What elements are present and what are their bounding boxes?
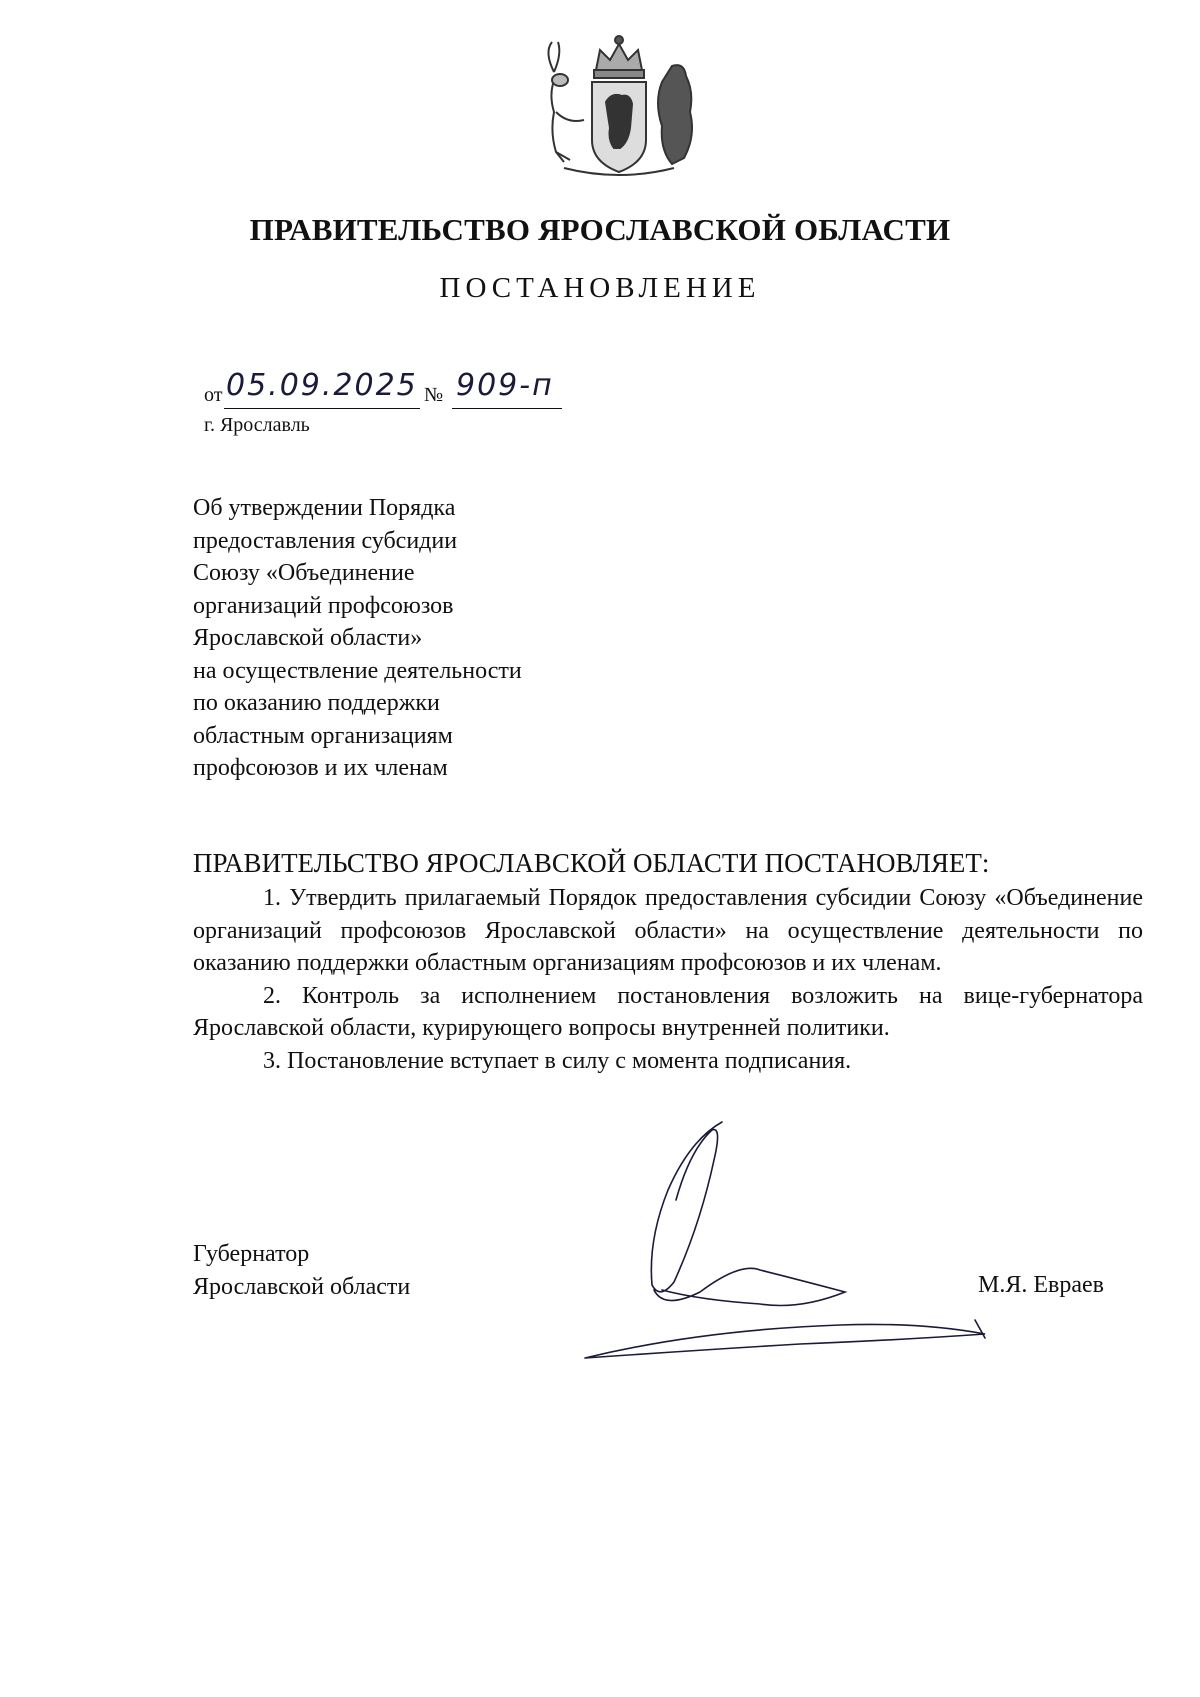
subject-line: Об утверждении Порядка — [193, 495, 456, 521]
subject-line: профсоюзов и их членам — [193, 755, 448, 781]
date-prefix: от — [204, 384, 223, 406]
subject-line: по оказанию поддержки — [193, 690, 440, 716]
resolution-paragraph: 2. Контроль за исполнением постановления возложить на вице-губернатора Ярославской области, курирующего вопросы внутренней политики. — [193, 982, 1143, 1041]
city: г. Ярославль — [204, 414, 310, 436]
resolution-heading: ПРАВИТЕЛЬСТВО ЯРОСЛАВСКОЙ ОБЛАСТИ ПОСТАНОВЛЯЕТ: — [193, 848, 990, 878]
signatory-position-line: Губернатор — [193, 1241, 310, 1267]
coat-of-arms-icon — [534, 32, 704, 182]
date-number-line — [204, 368, 624, 416]
subject-line: Союзу «Объединение — [193, 560, 415, 586]
date-value: 05.09.2025 — [226, 368, 418, 403]
document-type: ПОСТАНОВЛЕНИЕ — [439, 272, 761, 304]
subject-line: на осуществление деятельности — [193, 657, 522, 684]
number-value: 909-п — [456, 368, 554, 403]
subject-line: предоставления субсидии — [193, 527, 458, 554]
subject-line: областным организациям — [193, 722, 453, 749]
subject-block — [193, 492, 653, 785]
date-underline — [224, 408, 420, 409]
signatory-name: М.Я. Евраев — [978, 1272, 1104, 1298]
resolution-paragraph: 1. Утвердить прилагаемый Порядок предоставления субсидии Союзу «Объединение организаций профсоюзов Ярославской области» на осуществление деятельности по оказанию поддержки областным организациям профсоюзов и их членам. — [193, 885, 1143, 976]
subject-line: Ярославской области» — [193, 625, 423, 651]
government-title: ПРАВИТЕЛЬСТВО ЯРОСЛАВСКОЙ ОБЛАСТИ — [249, 212, 951, 247]
signatory-position — [193, 1238, 410, 1303]
subject-line: организаций профсоюзов — [193, 592, 454, 619]
signatory-position-line: Ярославской области — [193, 1273, 411, 1300]
resolution-paragraph: 3. Постановление вступает в силу с момента подписания. — [263, 1047, 852, 1074]
number-underline — [452, 408, 562, 409]
resolution-body — [193, 882, 1143, 1077]
number-prefix: № — [424, 384, 444, 406]
